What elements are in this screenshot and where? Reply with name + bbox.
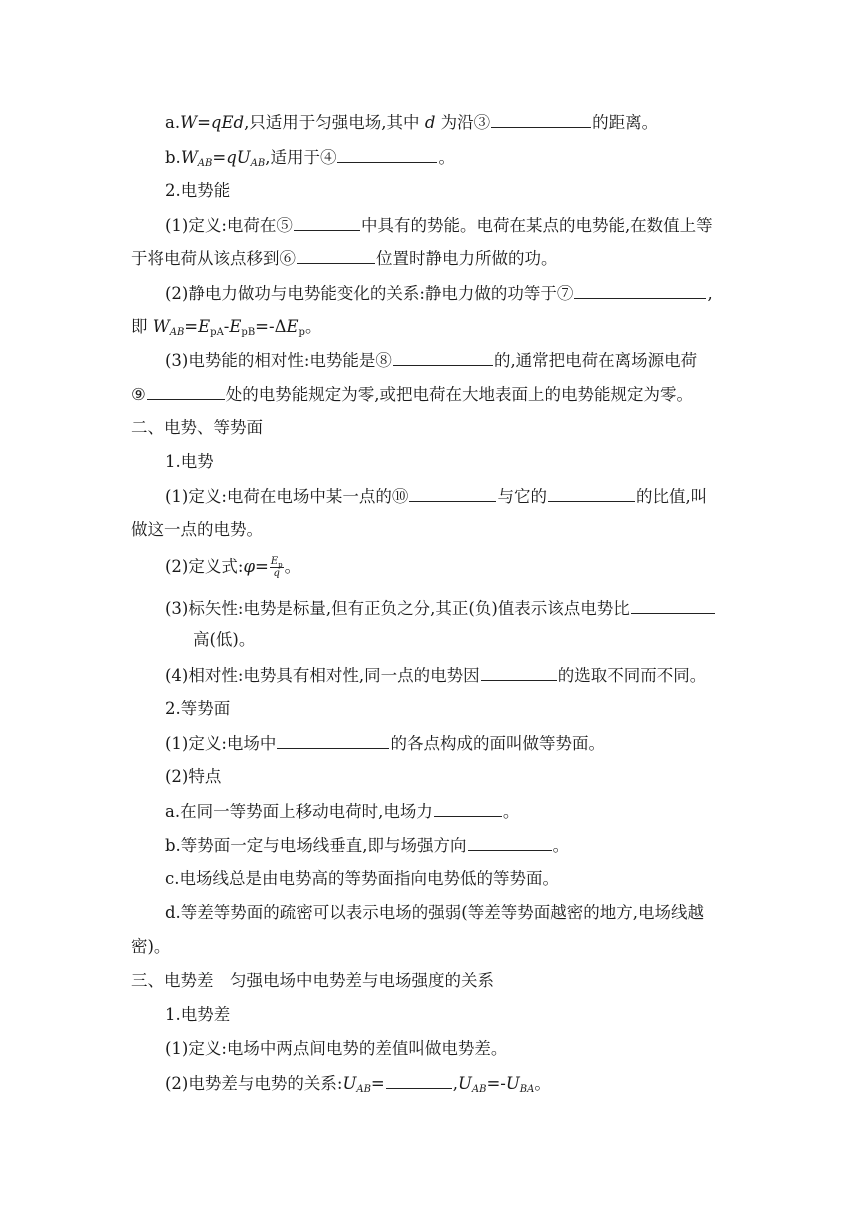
text: ⑨ [131, 385, 146, 404]
text: (1)定义:电荷在电场中某一点的⑩ [165, 487, 409, 506]
variable: qU [226, 148, 251, 167]
text: (1)定义:电场中 [165, 734, 277, 753]
section-heading: 2.等势面 [165, 699, 231, 718]
text: 为沿③ [435, 113, 491, 132]
text: (3)标矢性:电势是标量,但有正负之分,其正(负)值表示该点电势比 [165, 599, 630, 618]
text: 与它的 [497, 487, 547, 506]
answer-blank [337, 147, 437, 163]
text: 的选取不同而不同。 [557, 666, 707, 685]
text: a.在同一等势面上移动电荷时,电场力 [165, 802, 433, 821]
variable: W [180, 148, 198, 167]
variable: E [198, 317, 211, 336]
variable: φ [243, 557, 255, 576]
text: (4)相对性:电势具有相对性,同一点的电势因 [165, 666, 480, 685]
text: 的各点构成的面叫做等势面。 [390, 734, 605, 753]
subscript: AB [169, 327, 185, 338]
variable: W [152, 317, 170, 336]
answer-blank [468, 835, 552, 851]
text: 。 [502, 802, 520, 821]
text: =-Δ [255, 317, 287, 336]
answer-blank [386, 1073, 452, 1089]
subscript: AB [197, 158, 213, 169]
text-line [131, 317, 321, 337]
text-line [165, 733, 605, 754]
text: (1)定义:电荷在⑤ [165, 216, 293, 235]
fraction [270, 556, 284, 579]
text: 的,通常把电荷在离场源电荷 [493, 351, 698, 370]
text: 的距离。 [592, 113, 659, 132]
text-line: c.电场线总是由电势高的等势面指向电势低的等势面。 [165, 869, 559, 888]
text-line: (1)定义:电场中两点间电势的差值叫做电势差。 [165, 1039, 508, 1058]
text: 中具有的势能。电荷在某点的电势能,在数值上等 [360, 216, 713, 235]
variable: E [286, 317, 299, 336]
text: b.等势面一定与电场线垂直,即与场强方向 [165, 836, 467, 855]
variable: U [505, 1074, 520, 1093]
answer-blank [393, 350, 493, 366]
variable: E [229, 317, 242, 336]
text: (3)电势能的相对性:电势能是⑧ [165, 351, 392, 370]
subscript: BA [519, 1084, 535, 1095]
answer-blank [434, 801, 502, 817]
text: a. [165, 113, 181, 132]
subscript: AB [471, 1084, 487, 1095]
subscript: AB [356, 1084, 371, 1095]
text: 。 [534, 1074, 551, 1093]
text: , [707, 284, 713, 303]
variable: W [180, 113, 198, 132]
text: 。 [438, 148, 455, 167]
answer-blank [481, 665, 557, 681]
variable: U [458, 1074, 472, 1093]
section-heading: 1.电势 [165, 452, 214, 471]
answer-blank [409, 486, 496, 502]
answer-blank [574, 283, 706, 299]
text-line: (2)特点 [165, 767, 222, 786]
text-line [165, 283, 713, 304]
text-line [165, 215, 713, 236]
text: - [223, 317, 230, 336]
text-line [131, 248, 558, 269]
section-heading: 三、电势差 匀强电场中电势差与电场强度的关系 [131, 971, 494, 990]
answer-blank [491, 112, 591, 128]
subscript: p [298, 327, 305, 338]
text: 处的电势能规定为零,或把电荷在大地表面上的电势能规定为零。 [225, 385, 694, 404]
text-line [165, 801, 519, 822]
text: = [370, 1074, 385, 1093]
variable: U [342, 1074, 357, 1093]
variable: qEd [210, 113, 245, 132]
text-line [131, 384, 693, 405]
fraction-numerator: $E_p$ [270, 556, 283, 569]
text-line [165, 147, 455, 168]
text-line: 密)。 [131, 937, 171, 956]
text-line [165, 598, 716, 619]
text-line [165, 556, 301, 579]
text: 。 [284, 557, 302, 576]
answer-blank [294, 215, 360, 231]
section-heading: 1.电势差 [165, 1005, 231, 1024]
text: =- [486, 1074, 506, 1093]
answer-blank [147, 384, 225, 400]
text-line [165, 1073, 551, 1094]
text: = [255, 557, 269, 576]
text: = [212, 148, 227, 167]
answer-blank [297, 248, 375, 264]
subscript: pA [210, 327, 224, 338]
text: b. [165, 148, 181, 167]
text-line [165, 835, 569, 856]
text: = [197, 113, 211, 132]
section-heading: 二、电势、等势面 [131, 418, 263, 437]
text: (2)静电力做功与电势能变化的关系:静电力做的功等于⑦ [165, 284, 574, 303]
text-line [165, 112, 658, 133]
text-line: 高(低)。 [193, 630, 256, 649]
variable: d [424, 113, 436, 132]
text: , [452, 1074, 458, 1093]
fraction-denominator: q [273, 568, 280, 579]
text: = [184, 317, 199, 336]
text: (2)电势差与电势的关系: [165, 1074, 343, 1093]
text-line: 做这一点的电势。 [131, 520, 263, 539]
text: 于将电荷从该点移到⑥ [131, 249, 296, 268]
answer-blank [277, 733, 389, 749]
text: 即 [131, 317, 153, 336]
text: 。 [552, 836, 570, 855]
text: 位置时静电力所做的功。 [376, 249, 558, 268]
section-heading: 2.电势能 [165, 181, 231, 200]
text: 的比值,叫 [635, 487, 708, 506]
answer-blank [548, 486, 635, 502]
text-line [165, 486, 707, 507]
text: ,只适用于匀强电场,其中 [244, 113, 425, 132]
text: (2)定义式: [165, 557, 244, 576]
subscript: AB [250, 158, 266, 169]
text-line [165, 350, 697, 371]
answer-blank [631, 598, 715, 614]
text-line [165, 665, 706, 686]
text-line: d.等差等势面的疏密可以表示电场的强弱(等差等势面越密的地方,电场线越 [165, 903, 704, 922]
text: ,适用于④ [265, 148, 337, 167]
text: 。 [304, 317, 322, 336]
subscript: pB [241, 327, 256, 338]
